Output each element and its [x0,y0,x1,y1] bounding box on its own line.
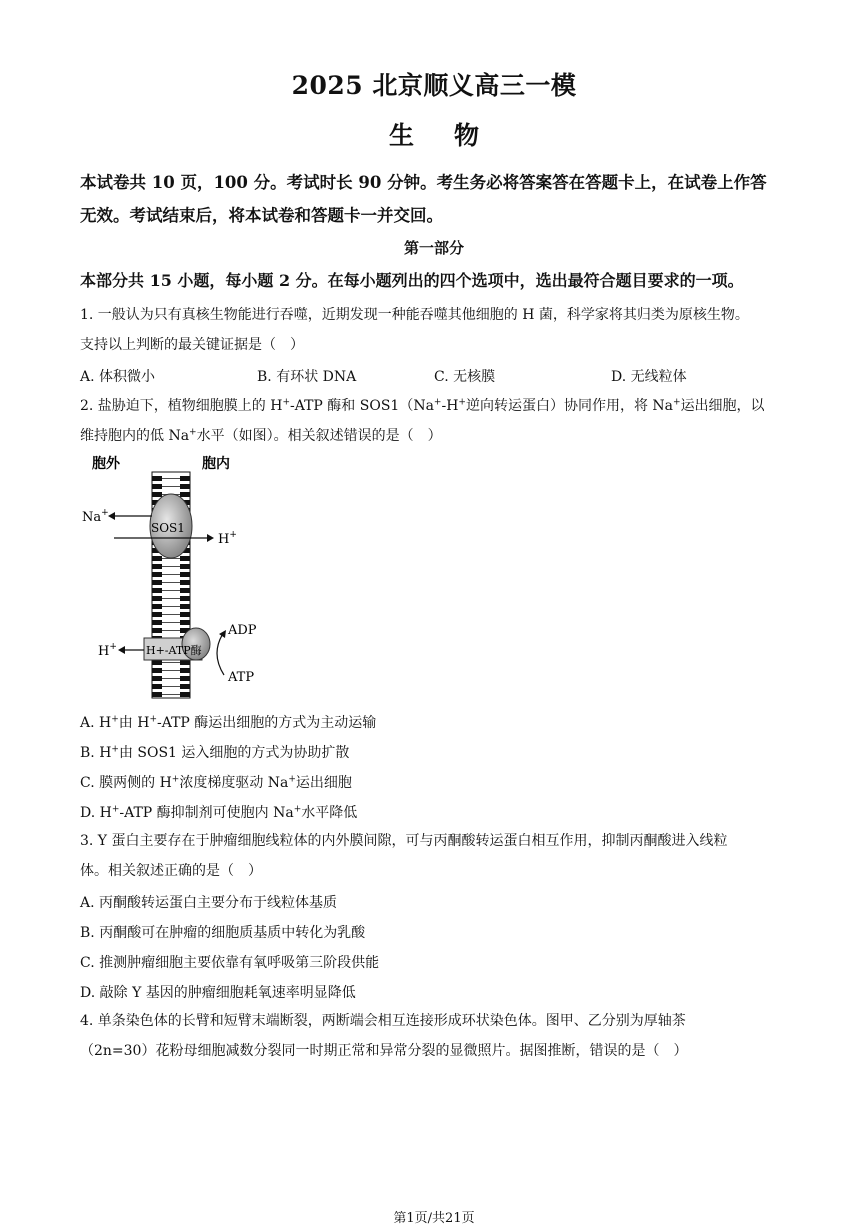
question-3-option-d: D. 敲除 Y 基因的肿瘤细胞耗氧速率明显降低 [80,985,356,1001]
question-3-option-a: A. 丙酮酸转运蛋白主要分布于线粒体基质 [80,895,338,911]
question-2-line-2: 维持胞内的低 Na+水平（如图）。相关叙述错误的是（ ） [80,427,442,444]
sos1-protein [150,494,192,558]
question-3-option-b: B. 丙酮酸可在肿瘤的细胞质基质中转化为乳酸 [80,925,366,941]
question-4 [80,1006,800,1066]
question-1-option-c: C. 无核膜 [434,369,496,385]
membrane-transport-diagram [78,450,308,705]
question-2-option-b: B. H+由 SOS1 运入细胞的方式为协助扩散 [80,744,350,761]
question-2-option-a: A. H+由 H+-ATP 酶运出细胞的方式为主动运输 [80,714,377,731]
atp-adp-conversion [217,623,257,685]
question-2-option-c: C. 膜两侧的 H+浓度梯度驱动 Na+运出细胞 [80,774,352,791]
question-1-option-d: D. 无线粒体 [611,369,687,385]
svg-text:Na+: Na+ [82,508,109,525]
question-1-line-1: 1. 一般认为只有真核生物能进行吞噬，近期发现一种能吞噬其他细胞的 H 菌，科学家将其归类为原核生物。 [80,307,749,323]
notice-line-2: 无效。考试结束后，将本试卷和答题卡一并交回。 [80,206,443,225]
question-3 [80,826,800,886]
h-export-arrow [98,642,144,659]
part-title: 第一部分 [403,239,464,257]
notice-line-1: 本试卷共 10 页，100 分。考试时长 90 分钟。考生务必将答案答在答题卡上，在试卷上作答 [80,173,767,192]
svg-text:H+: H+ [218,530,237,547]
part-description: 本部分共 15 小题，每小题 2 分。在每小题列出的四个选项中，选出最符合题目要求的一项。 [80,271,744,290]
question-4-line-2: （2n=30）花粉母细胞减数分裂同一时期正常和异常分裂的显微照片。据图推断，错误的是（ ） [80,1043,688,1059]
na-export-arrow [82,508,152,525]
question-3-line-2: 体。相关叙述正确的是（ ） [80,863,262,879]
question-3-option-c: C. 推测肿瘤细胞主要依靠有氧呼吸第三阶段供能 [80,955,380,971]
question-1 [80,300,800,360]
page-title: 2025 北京顺义高三一模 [291,71,577,100]
adp-label: ADP [228,623,257,638]
atp-label: ATP [228,670,255,685]
question-1-option-a: A. 体积微小 [80,369,156,385]
question-1-line-2: 支持以上判断的最关键证据是（ ） [80,337,304,353]
svg-text:H+: H+ [98,642,117,659]
page-footer: 第1页/共21页 [393,1211,475,1226]
exam-notice [80,166,800,232]
outside-label: 胞外 [92,456,120,472]
question-2-option-d: D. H+-ATP 酶抑制剂可使胞内 Na+水平降低 [80,804,358,821]
question-1-option-b: B. 有环状 DNA [257,369,357,385]
question-3-line-1: 3. Y 蛋白主要存在于肿瘤细胞线粒体的内外膜间隙，可与丙酮酸转运蛋白相互作用，抑制丙酮酸进入线粒 [80,833,728,849]
sos1-label: SOS1 [151,521,185,535]
question-2 [80,391,800,451]
question-4-line-1: 4. 单条染色体的长臂和短臂末端断裂，两断端会相互连接形成环状染色体。图甲、乙分别为厚轴茶 [80,1013,686,1029]
subject-title: 生物 [388,121,519,150]
question-2-line-1: 2. 盐胁迫下，植物细胞膜上的 H+-ATP 酶和 SOS1（Na+-H+逆向转运蛋白）协同作用，将 Na+运出细胞，以 [80,397,765,414]
inside-label: 胞内 [202,456,230,472]
atpase-label: H+-ATP酶 [146,644,202,657]
